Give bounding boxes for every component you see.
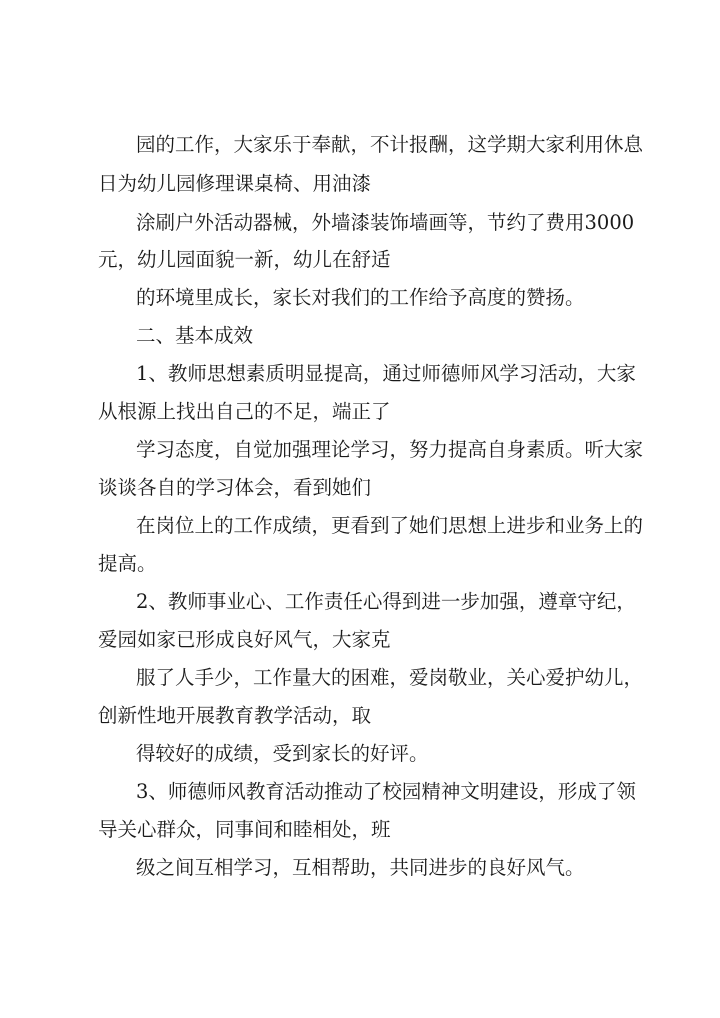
text-line: 服了人手少，工作量大的困难，爱岗敬业，关心爱护幼儿， (136, 666, 644, 689)
text-line: 从根源上找出自己的不足，端正了 (98, 400, 391, 423)
text-line: 创新性地开展教育教学活动，取 (98, 704, 372, 727)
text-line: 3、师德师风教育活动推动了校园精神文明建设，形成了领 (136, 780, 636, 803)
section-heading: 二、基本成效 (136, 324, 254, 347)
text-line: 级之间互相学习，互相帮助，共同进步的良好风气。 (136, 856, 585, 879)
text-line: 2、教师事业心、工作责任心得到进一步加强，遵章守纪， (136, 590, 636, 613)
text-line: 提高。 (98, 552, 157, 575)
text-line: 在岗位上的工作成绩，更看到了她们思想上进步和业务上的 (136, 514, 644, 537)
text-line: 园的工作，大家乐于奉献，不计报酬，这学期大家利用休息 (136, 133, 644, 156)
text-line: 学习态度，自觉加强理论学习，努力提高自身素质。听大家 (136, 438, 644, 461)
text-line: 的环境里成长，家长对我们的工作给予高度的赞扬。 (136, 286, 585, 309)
text-line: 元，幼儿园面貌一新，幼儿在舒适 (98, 248, 391, 271)
text-line: 导关心群众，同事间和睦相处，班 (98, 818, 391, 841)
text-line: 谈谈各自的学习体会，看到她们 (98, 476, 372, 499)
text-line: 爱园如家已形成良好风气，大家克 (98, 628, 391, 651)
text-line: 1、教师思想素质明显提高，通过师德师风学习活动，大家 (136, 362, 636, 385)
text-line: 得较好的成绩，受到家长的好评。 (136, 742, 429, 765)
text-line: 日为幼儿园修理课桌椅、用油漆 (98, 172, 372, 195)
text-line: 涂刷户外活动器械，外墙漆装饰墙画等，节约了费用3000 (136, 211, 635, 234)
